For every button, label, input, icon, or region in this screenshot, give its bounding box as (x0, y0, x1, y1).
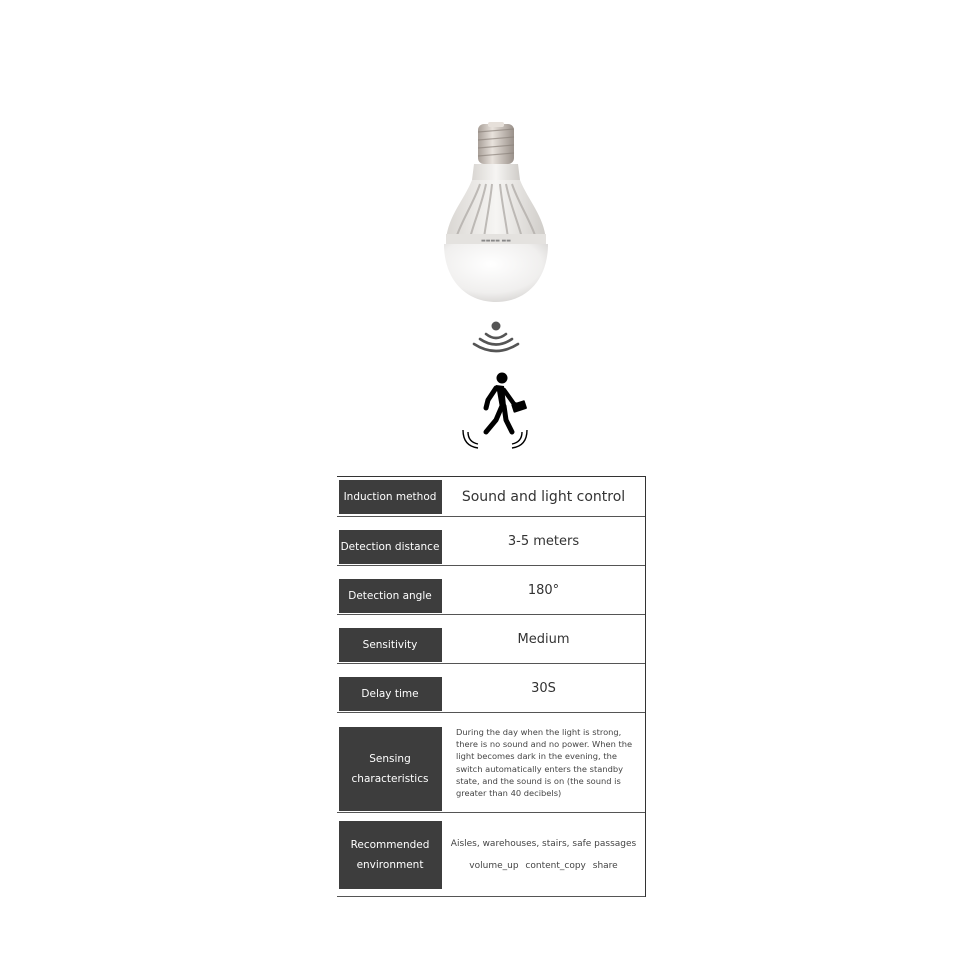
spec-row-induction-method (337, 477, 645, 517)
walking-person-icon (456, 370, 536, 450)
spec-value: Medium (517, 631, 570, 647)
volume-up-button[interactable]: volume_up (469, 860, 519, 871)
sound-sensor-icon (470, 318, 522, 358)
spec-row-recommended-environment (337, 813, 645, 897)
spec-value: Sound and light control (461, 488, 626, 505)
spec-label: Induction method (339, 480, 442, 514)
spec-label: Delay time (339, 677, 442, 711)
spec-value: Aisles, warehouses, stairs, safe passages (450, 838, 637, 849)
spec-label: Recommended environment (339, 821, 442, 889)
spec-label: Detection distance (339, 530, 442, 564)
spec-value: 3-5 meters (507, 533, 580, 549)
spec-row-sensitivity (337, 615, 645, 664)
spec-row-detection-angle (337, 566, 645, 615)
spec-value: 180° (527, 582, 560, 598)
spec-label: Sensing characteristics (339, 727, 442, 811)
action-bar (467, 861, 619, 871)
spec-label: Detection angle (339, 579, 442, 613)
spec-table (337, 476, 646, 897)
svg-text:▬▬▬▬ ▬▬: ▬▬▬▬ ▬▬ (481, 238, 511, 244)
led-bulb-icon (440, 120, 552, 306)
spec-row-detection-distance (337, 517, 645, 566)
spec-value: During the day when the light is strong, there is no sound and no power. When the light becomes dark in the evening, the switch automatically enters the standby state, and the sound is on (the sound is greater than 40 decibels) (456, 726, 633, 799)
share-button[interactable]: share (592, 860, 618, 871)
spec-value: 30S (531, 680, 556, 696)
spec-row-delay-time (337, 664, 645, 713)
spec-row-sensing-characteristics (337, 713, 645, 813)
spec-label: Sensitivity (339, 628, 442, 662)
content-copy-button[interactable]: content_copy (525, 860, 586, 871)
